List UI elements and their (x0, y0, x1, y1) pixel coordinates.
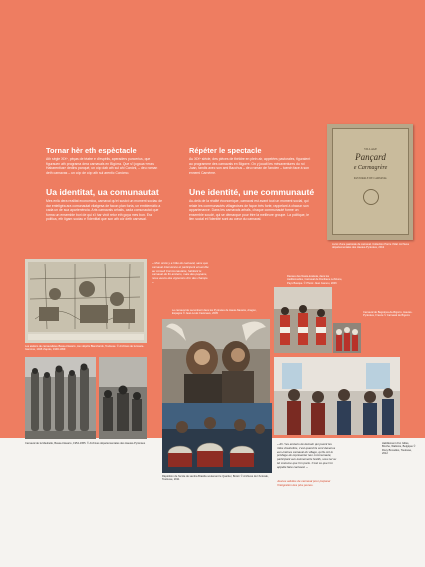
booklet-subtitle: PASTORALE DE CARNAVAL (353, 177, 388, 180)
photo-horned-masks (162, 319, 270, 404)
booklet-ornament-icon (363, 189, 379, 205)
photo-community-hall (274, 357, 400, 435)
caption-community-hall: Habillement d'un Gilles, Binche, Wallonie, Belgique © Roxy Bruxelles, Toulouse, 2012 (382, 442, 416, 456)
photo-dancers (274, 287, 332, 353)
photo-workshop-engraving (25, 259, 147, 343)
booklet-title-b: e Carmagrère (353, 165, 388, 171)
body-occitan-1: Ath sègle XIXᵉ, pèças de tèatre e d'espèlis, aperaders puncerius, que figurauen ath programa dera carnavals en Bigòrra. Que s'i jogaua «eras Habarentius» dedins panquè, un còp dab ath sul ahí Canòni, – deu roman deth carnavas – un còp de còp ath sul arentíc Canòmo. (46, 157, 158, 175)
booklet-line-1: VILLAGE (364, 147, 377, 151)
heading-occitan-1: Tornar hèr eth espèctacle (46, 146, 137, 155)
body-french-2: Au-delà de la réalité économique, carnaval est avant tout un moment social, qui relaie les communautés villageoises de façon très forte, rappelant à chacun son appartenance. Dans les carnavals arhaïs, chaque communauté forme un ensemble soudé, qui se démarque pour être la meilleure groupe. La politique, le lien social et l'identité sont au cœur du carnaval. (189, 199, 310, 222)
caption-statues: Carnaval de la Maubelle, Basse-Navarre, 1954-1955. © Archives départementales des Hautes-Pyrénées (25, 442, 146, 445)
photo-carnival-statues (25, 357, 96, 439)
photo-street-scene (99, 357, 147, 439)
pastorale-booklet-cover (327, 124, 413, 240)
caption-group: Carnaval de Bagnères-de-Bigorre, Hautes-Pyrénées, France © Carnaval de Bigorre (363, 311, 413, 318)
heading-french-2: Une identité, une communauté (189, 187, 315, 197)
caption-horned-masks: Le carnaval de Lecumberri dans les Pyrénées de Haute-Navarre, Aragon, Espagne © Jean-Louis Cazenave, 2005 (172, 309, 257, 316)
caption-dancers: Danses des Naste-kosketa, dans les traditionnelles, Carnaval de Donibane Lohizune, Pays Basque. © Photo: Jéan Gamou, 2006 (287, 275, 343, 285)
heading-french-1: Répéter le spectacle (189, 146, 262, 155)
caption-drummers: Répétition de l'école de samba Brasilia soutenant le Quartier, Brésil. © Archives de l'Amicale, Toulouse, 2011 (162, 475, 269, 482)
body-occitan-2: Mes enlà dera realitat economica, carnaval qu'ei sustot un moment sociau de dar enteligéa ara comunautat vilatgesa de facon plan forta, un emblemàtic a cada un de sua apartenència. Arts carnavals arhaiis, cada comunautat que forma un ensemble bori de qui s'i har viròt retor eth goya mes bon. Era politica, eth lígam sociau e l'identitat que son ath còr deth carnaval. (46, 199, 162, 222)
body-french-1: Au XIXᵉ siècle, des pièces de théâtre en plein air, appelées pastorales, figuraient au programme des carnavals en Bigorre. On y jouait les mésaventures du roi Juan, tandis avec son ami Bacchus – deu roman de l'ancien – tuerch face à son ennemi Carnème. (189, 157, 311, 175)
quote-bottom: « Ah ! les anciens de demain qui jouent les rôles d'autrefois, c'est quand ils sont devenus eux-mêmes carnaval du village, qu'ils ont le privilège de représenter leur communauté, participant aux événements festifs, sous tel ou tel costume que l'on porte. C'est ce que l'on appelle faire carnaval. » (277, 442, 337, 469)
photo-drummers (162, 403, 272, 473)
quote-bottom-red: Jeunes adultes de carnaval pour préparer l'intégration des plus jeunes. (277, 479, 331, 487)
booklet-title (333, 153, 408, 173)
booklet-title-a: Pançard (355, 152, 386, 162)
quote-top: « Mon oncle y a hôte de carnaval, sans que carnaval intervienne et participent ensemble au conseil Communautaire, habitant le carnaval de fin anciens, mais des paysans, nous avons des vignerons d'or des champs. » (152, 261, 209, 284)
booklet-caption: Livret d'une pastorale de carnaval. Collection Pierre Vidal. Archives départementales des Hautes-Pyrénées, 2012 (332, 243, 410, 250)
caption-workshop: Les ateliers de carnavalistes Basse-Navarre, Aux dépôts Blanchards, Toulouse. © Archives de la Haute-Garonne, 1946 d'après, 1948-1999 (25, 345, 145, 352)
heading-occitan-2: Ua identitat, ua comunautat (46, 187, 159, 197)
photo-carnival-group (333, 323, 361, 353)
